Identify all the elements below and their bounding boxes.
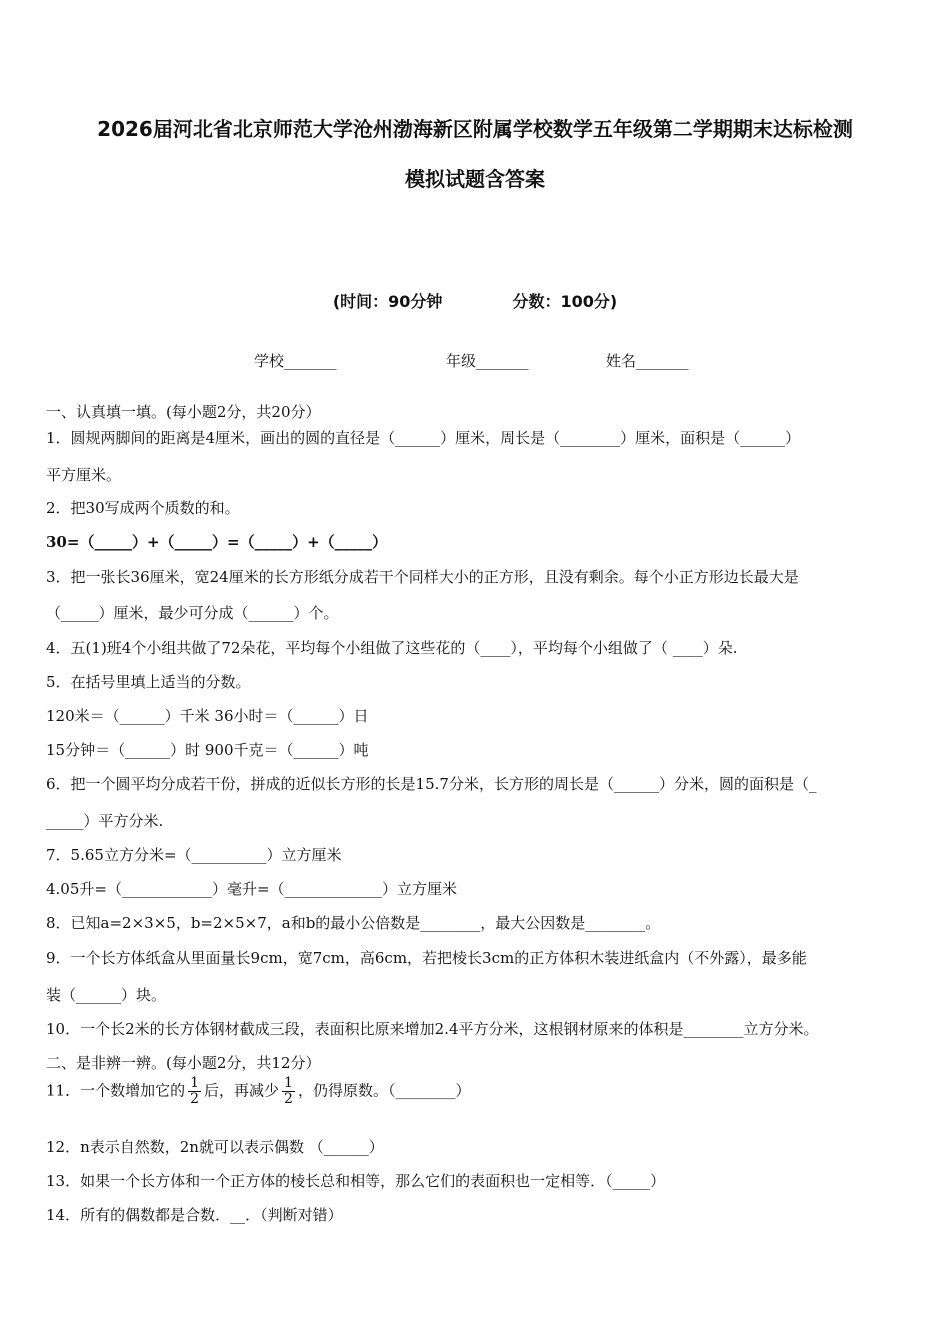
exam-info — [0, 289, 950, 312]
question-5-line-3: 15分钟＝（______）时 900千克＝（______）吨 — [46, 741, 369, 759]
question-6-line-2: _____）平方分米. — [46, 812, 164, 830]
title-line-1: 2026届河北省北京师范大学沧州渤海新区附属学校数学五年级第二学期期末达标检测 — [97, 117, 853, 141]
fraction-denominator: 2 — [284, 1091, 293, 1107]
section-1-heading: 一、认真填一填。(每小题2分，共20分） — [46, 403, 321, 421]
question-8: 8．已知a=2×3×5，b=2×5×7，a和b的最小公倍数是________，最大公因数是________。 — [46, 914, 661, 932]
question-3-line-1: 3．把一张长36厘米，宽24厘米的长方形纸分成若干个同样大小的正方形，且没有剩余。每个小正方形边长最大是 — [46, 568, 799, 586]
question-2-line-1: 2．把30写成两个质数的和。 — [46, 499, 240, 517]
question-5-line-2: 120米＝（______）千米 36小时＝（______）日 — [46, 707, 369, 725]
section-2-heading: 二、是非辨一辨。(每小题2分，共12分） — [46, 1054, 321, 1072]
question-9-line-1: 9．一个长方体纸盒从里面量长9cm，宽7cm，高6cm，若把棱长3cm的正方体积木装进纸盒内（不外露），最多能 — [46, 949, 807, 967]
question-1-line-2: 平方厘米。 — [46, 466, 122, 484]
question-12: 12．n表示自然数，2n就可以表示偶数 （______） — [46, 1138, 384, 1156]
question-1-line-1: 1．圆规两脚间的距离是4厘米，画出的圆的直径是（______）厘米，周长是（________）厘米，面积是（______） — [46, 429, 801, 447]
grade-field[interactable]: 年级_______ — [446, 352, 529, 370]
question-7-line-1: 7．5.65立方分米=（__________）立方厘米 — [46, 846, 342, 864]
fraction-one-half — [188, 1076, 201, 1107]
school-field[interactable]: 学校_______ — [254, 352, 337, 370]
fraction-numerator: 1 — [284, 1075, 293, 1091]
question-2-line-2: 30=（_____）+（_____）=（_____）+（_____） — [46, 533, 388, 551]
exam-score: 分数：100分) — [512, 292, 618, 311]
question-9-line-2: 装（______）块。 — [46, 986, 167, 1004]
question-5-line-1: 5．在括号里填上适当的分数。 — [46, 673, 251, 691]
question-11-end: ，仍得原数。（________） — [297, 1081, 471, 1100]
question-10: 10．一个长2米的长方体钢材截成三段，表面积比原来增加2.4平方分米，这根钢材原来的体积是________立方分米。 — [46, 1020, 819, 1038]
fraction-denominator: 2 — [190, 1091, 200, 1107]
question-11-middle: 后，再减少 — [204, 1081, 280, 1100]
title-line-2: 模拟试题含答案 — [405, 167, 545, 191]
question-11-start: 11．一个数增加它的 — [46, 1081, 186, 1100]
question-4: 4．五(1)班4个小组共做了72朵花，平均每个小组做了这些花的（____），平均每个小组做了（ ____）朵. — [46, 639, 738, 657]
question-11 — [46, 1076, 470, 1107]
question-13: 13．如果一个长方体和一个正方体的棱长总和相等，那么它们的表面积也一定相等．（_____） — [46, 1172, 666, 1190]
exam-time: (时间：90分钟 — [332, 292, 443, 311]
question-3-line-2: （_____）厘米，最少可分成（______）个。 — [46, 604, 339, 622]
fraction-one-half — [282, 1076, 295, 1107]
name-field[interactable]: 姓名_______ — [606, 352, 689, 370]
question-14: 14．所有的偶数都是合数．__．（判断对错） — [46, 1206, 343, 1224]
question-6-line-1: 6．把一个圆平均分成若干份，拼成的近似长方形的长是15.7分米，长方形的周长是（______）分米，圆的面积是（_ — [46, 775, 817, 793]
fraction-numerator: 1 — [190, 1075, 200, 1091]
question-7-line-2: 4.05升=（____________）毫升=（_____________）立方厘米 — [46, 880, 458, 898]
